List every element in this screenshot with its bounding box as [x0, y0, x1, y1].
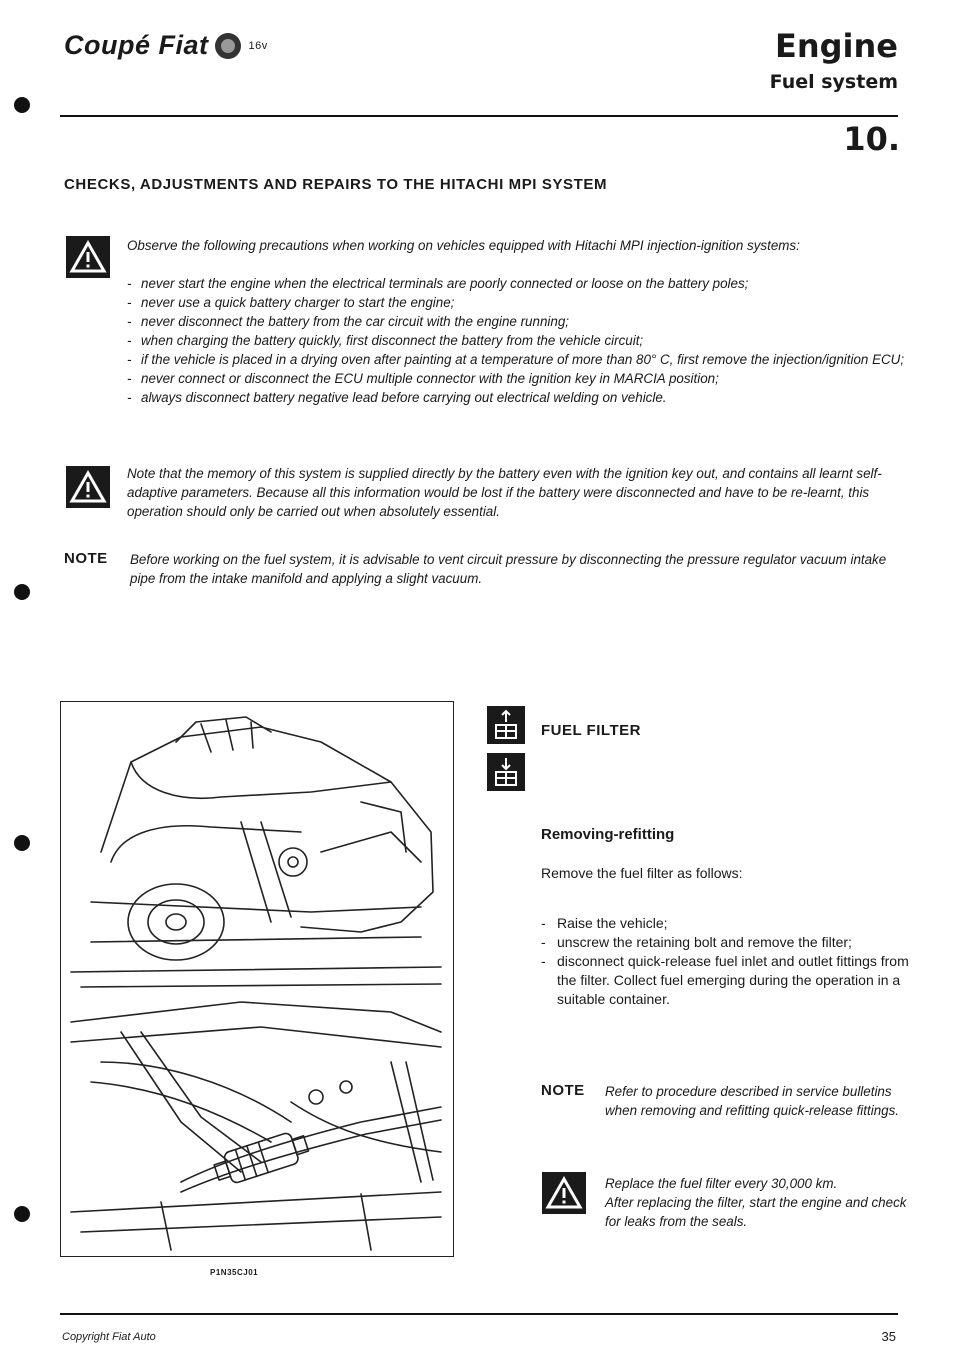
page-number: 35	[881, 1329, 896, 1344]
list-item: - never disconnect the battery from the car circuit with the engine running;	[127, 312, 907, 331]
brand-name: Coupé Fiat	[64, 30, 209, 60]
list-item: - if the vehicle is placed in a drying oven after painting at a temperature of more than 80° C, first remove the injection/ignition ECU;	[127, 350, 907, 369]
leak-check: After replacing the filter, start the engine and check for leaks from the seals.	[605, 1195, 907, 1229]
precautions-list	[127, 274, 907, 407]
header-rule	[60, 115, 898, 117]
note-label: NOTE	[541, 1082, 585, 1099]
precautions-intro: Observe the following precautions when working on vehicles equipped with Hitachi MPI injection-ignition systems:	[127, 238, 800, 253]
copyright: Copyright Fiat Auto	[62, 1331, 156, 1343]
list-item: - never start the engine when the electrical terminals are poorly connected or loose on the battery poles;	[127, 274, 907, 293]
note-text: Refer to procedure described in service bulletins when removing and refitting quick-release fittings.	[605, 1084, 899, 1118]
list-item: - never use a quick battery charger to start the engine;	[127, 293, 907, 312]
binding-hole	[14, 584, 30, 600]
figure-code: P1N35CJ01	[210, 1268, 259, 1277]
list-item: - never connect or disconnect the ECU multiple connector with the ignition key in MARCIA position;	[127, 369, 907, 388]
note-label: NOTE	[64, 550, 108, 567]
list-item: - disconnect quick-release fuel inlet and outlet fittings from the filter. Collect fuel emerging during the operation in a suitable container.	[541, 952, 909, 1009]
list-item: - when charging the battery quickly, first disconnect the battery from the vehicle circuit;	[127, 331, 907, 350]
list-item: - unscrew the retaining bolt and remove the filter;	[541, 933, 909, 952]
chapter-title: Engine	[775, 27, 898, 65]
footer-rule	[60, 1313, 898, 1315]
main-heading: CHECKS, ADJUSTMENTS AND REPAIRS TO THE HITACHI MPI SYSTEM	[64, 176, 608, 193]
list-item: - Raise the vehicle;	[541, 914, 909, 933]
note-block	[64, 550, 914, 588]
list-item: - always disconnect battery negative lead before carrying out electrical welding on vehicle.	[127, 388, 907, 407]
brand-suffix: 16v	[248, 39, 268, 52]
binding-hole	[14, 1206, 30, 1222]
note-text: Before working on the fuel system, it is advisable to vent circuit pressure by disconnecting the pressure regulator vacuum intake pipe from the intake manifold and applying a slight vacuum.	[130, 552, 887, 586]
section-heading: FUEL FILTER	[541, 722, 641, 739]
note-block	[541, 1082, 909, 1120]
replace-interval: Replace the fuel filter every 30,000 km.	[605, 1176, 838, 1191]
remove-tool-icon	[487, 706, 525, 744]
brand-logo	[64, 30, 268, 61]
fuel-filter-illustration	[60, 701, 454, 1257]
subsection-heading: Removing-refitting	[541, 826, 675, 843]
warning-triangle-icon	[542, 1172, 586, 1214]
replace-note	[605, 1174, 909, 1231]
chapter-subtitle: Fuel system	[769, 71, 898, 93]
warning-triangle-icon	[66, 466, 110, 508]
section-number: 10.	[843, 120, 900, 158]
binding-hole	[14, 835, 30, 851]
memory-note: Note that the memory of this system is supplied directly by the battery even with the ignition key out, and contains all learnt self-adaptive parameters. Because all this information would be lost if the battery were disconnected and have to be re-learnt, this operation should only be carried out when absolutely essential.	[127, 466, 882, 519]
fiat-badge-icon	[215, 33, 241, 59]
warning-triangle-icon	[66, 236, 110, 278]
binding-hole	[14, 97, 30, 113]
procedure-intro: Remove the fuel filter as follows:	[541, 865, 743, 881]
refit-tool-icon	[487, 753, 525, 791]
procedure-steps	[541, 914, 909, 1009]
